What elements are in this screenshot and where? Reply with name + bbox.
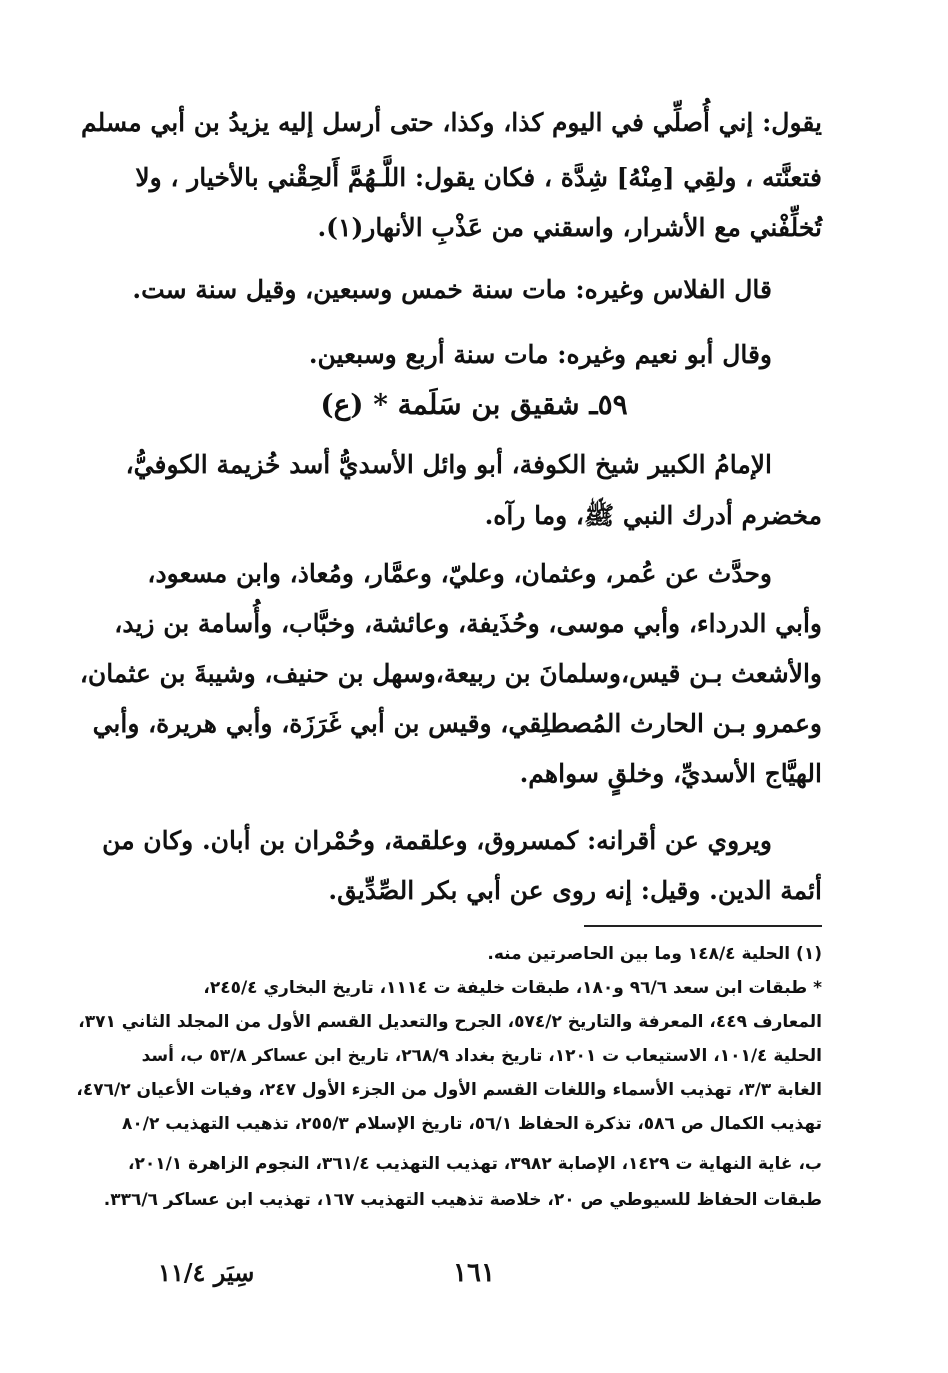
- body-line: قال الفلاس وغيره: مات سنة خمس وسبعين، وقيل سنة ست.: [132, 275, 772, 304]
- body-line: أئمة الدين. وقيل: إنه روى عن أبي بكر الصِّدِّيق.: [328, 876, 822, 905]
- footnote-line: المعارف ٤٤٩، المعرفة والتاريخ ٥٧٤/٢، الجرح والتعديل القسم الأول من المجلد الثاني ٣٧١،: [78, 1012, 822, 1032]
- body-line: وعمرو بـن الحارث المُصطلِقي، وقيس بن أبي غَرَزَة، وأبي هريرة، وأبي: [92, 709, 822, 738]
- body-line: مخضرم أدرك النبي ﷺ، وما رآه.: [484, 501, 822, 530]
- footnote-line: ب، غاية النهاية ت ١٤٢٩، الإصابة ٣٩٨٢، تهذيب التهذيب ٣٦١/٤، النجوم الزاهرة ٢٠١/١،: [127, 1154, 822, 1174]
- signature-mark: سِيَر ١١/٤: [158, 1258, 255, 1287]
- footnote-line: الحلية ١٠١/٤، الاستيعاب ت ١٢٠١، تاريخ بغداد ٢٦٨/٩، تاريخ ابن عساكر ٥٣/٨ ب، أسد: [141, 1046, 822, 1066]
- footnote-line: الغابة ٣/٣، تهذيب الأسماء واللغات القسم الأول من الجزء الأول ٢٤٧، وفيات الأعيان ٤٧٦/٢،: [76, 1080, 822, 1100]
- body-line: والأشعث بـن قيس،وسلمانَ بن ربيعة،وسهل بن حنيف، وشيبةَ بن عثمان،: [79, 659, 822, 688]
- body-line: وأبي الدرداء، وأبي موسى، وحُذَيفة، وعائشة، وخبَّاب، وأُسامة بن زيد،: [114, 609, 822, 638]
- body-line: تُخلِّفْني مع الأشرار، واسقني من عَذْبِ الأنهار(١).: [317, 213, 822, 242]
- footnote-line: (١) الحلية ١٤٨/٤ وما بين الحاصرتين منه.: [487, 944, 822, 964]
- body-line: فتعنَّته ، ولقِي [مِنْهُ] شِدَّة ، فكان يقول: اللَّـهُمَّ أَلحِقْني بالأخيار ، ولا: [135, 163, 822, 192]
- footnote-line: * طبقات ابن سعد ٩٦/٦ و١٨٠، طبقات خليفة ت ١١١٤، تاريخ البخاري ٢٤٥/٤،: [203, 978, 822, 998]
- page-number: ١٦١: [453, 1258, 495, 1288]
- body-line: وقال أبو نعيم وغيره: مات سنة أربع وسبعين.: [308, 340, 772, 369]
- body-line: وحدَّث عن عُمر، وعثمان، وعليّ، وعمَّار، ومُعاذ، وابن مسعود،: [147, 559, 772, 588]
- body-line: ويروي عن أقرانه: كمسروق، وعلقمة، وحُمْران بن أبان. وكان من: [102, 826, 772, 855]
- body-line: الهيَّاج الأسديِّ، وخلقٍ سواهم.: [519, 759, 822, 788]
- body-line: الإمامُ الكبير شيخ الكوفة، أبو وائل الأسديُّ أسد خُزيمة الكوفيُّ،: [125, 450, 772, 479]
- footnote-divider: [584, 925, 822, 927]
- entry-heading: ٥٩ـ شقيق بن سَلَمة * (ع): [320, 388, 628, 421]
- footnote-line: تهذيب الكمال ص ٥٨٦، تذكرة الحفاظ ٥٦/١، تاريخ الإسلام ٢٥٥/٣، تذهيب التهذيب ٨٠/٢: [122, 1114, 822, 1134]
- body-line: يقول: إني أُصلِّي في اليوم كذا، وكذا، حتى أرسل إليه يزيدُ بن أبي مسلم: [81, 108, 822, 137]
- footnote-line: طبقات الحفاظ للسيوطي ص ٢٠، خلاصة تذهيب التهذيب ١٦٧، تهذيب ابن عساكر ٣٣٦/٦.: [103, 1190, 822, 1210]
